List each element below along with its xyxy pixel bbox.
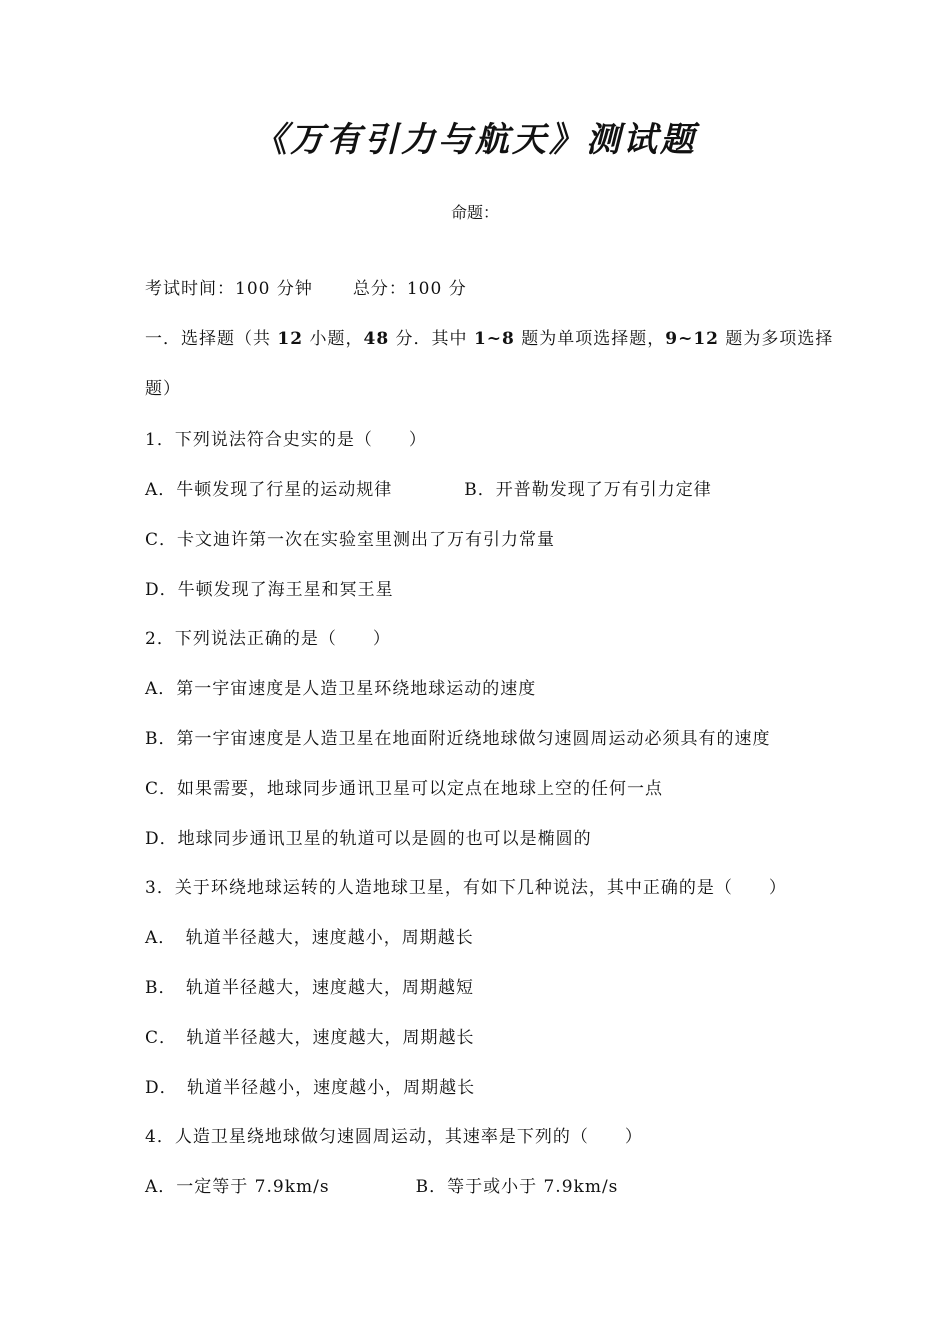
question-1-option-c: C．卡文迪许第一次在实验室里测出了万有引力常量 [145,530,556,550]
question-2-option-d: D．地球同步通讯卫星的轨道可以是圆的也可以是椭圆的 [145,829,592,849]
question-1-option-b: B．开普勒发现了万有引力定律 [464,480,712,500]
question-1-option-a: A．牛顿发现了行星的运动规律 [145,480,393,500]
question-2-option-c: C．如果需要，地球同步通讯卫星可以定点在地球上空的任何一点 [145,779,664,799]
question-3-option-a: A． 轨道半径越大，速度越小，周期越长 [145,928,474,948]
author-line: 命题： [450,203,499,222]
single-choice-range: 1~8 [473,329,515,349]
question-4-option-b: B．等于或小于 7.9km/s [415,1177,619,1197]
section-heading: 一．选择题（共 12 小题，48 分．其中 1~8 题为单项选择题，9~12 题为多项选择 [145,329,834,349]
question-count: 12 [277,329,304,349]
question-3-option-d: D． 轨道半径越小，速度越小，周期越长 [145,1078,476,1098]
exam-time: 考试时间：100 分钟 [145,279,313,299]
question-2-option-a: A．第一宇宙速度是人造卫星环绕地球运动的速度 [145,679,537,699]
exam-info [145,274,467,299]
question-2-stem: 2．下列说法正确的是（ ） [145,629,391,649]
page-title: 《万有引力与航天》测试题 [253,120,697,160]
question-3-stem: 3．关于环绕地球运转的人造地球卫星，有如下几种说法，其中正确的是（ ） [145,878,787,898]
question-3-option-b: B． 轨道半径越大，速度越大，周期越短 [145,978,474,998]
question-1-option-d: D．牛顿发现了海王星和冥王星 [145,580,394,600]
total-points: 48 [363,329,390,349]
multi-choice-range: 9~12 [665,329,720,349]
question-3-option-c: C． 轨道半径越大，速度越大，周期越长 [145,1028,475,1048]
exam-total: 总分：100 分 [352,279,467,299]
section-heading-cont: 题） [145,379,181,399]
question-1-options-row [145,475,712,500]
question-4-option-a: A．一定等于 7.9km/s [145,1177,330,1197]
question-2-option-b: B．第一宇宙速度是人造卫星在地面附近绕地球做匀速圆周运动必须具有的速度 [145,729,771,749]
question-4-options-row [145,1172,618,1197]
question-4-stem: 4．人造卫星绕地球做匀速圆周运动，其速率是下列的（ ） [145,1127,643,1147]
question-1-stem: 1．下列说法符合史实的是（ ） [145,430,427,450]
